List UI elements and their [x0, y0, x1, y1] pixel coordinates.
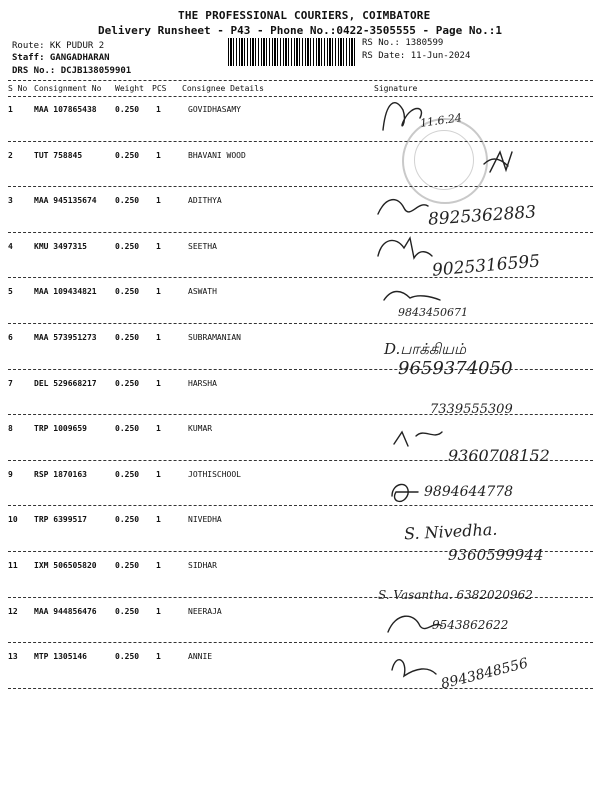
- company-title: THE PROFESSIONAL COURIERS, COIMBATORE: [178, 9, 431, 22]
- handwritten-name-row-10: S. Nivedha.: [403, 519, 498, 544]
- row-weight: 0.250: [115, 333, 140, 342]
- handwritten-line-row-11: S. Vasantha. 6382020962: [378, 588, 533, 602]
- signature-row-2: [484, 152, 512, 172]
- row-consignment-number: IXM 506505820: [34, 561, 97, 570]
- row-divider: [8, 277, 593, 278]
- handwritten-phone-row-4: 9025316595: [431, 251, 541, 281]
- handwritten-phone-row-3: 8925362883: [427, 202, 537, 230]
- row-sno: 4: [8, 241, 13, 251]
- signature-row-5: [384, 292, 440, 301]
- row-pcs: 1: [156, 561, 161, 570]
- row-pcs: 1: [156, 652, 161, 662]
- row-weight: 0.250: [115, 424, 140, 434]
- row-consignee: JOTHISCHOOL: [188, 469, 241, 479]
- col-sno-header: S No: [8, 84, 28, 93]
- row-divider: [8, 141, 593, 142]
- row-sno: 8: [8, 424, 13, 434]
- col-pcs-header: PCS: [152, 84, 167, 93]
- barcode: [228, 38, 356, 66]
- handwritten-phone-row-8: 9360708152: [448, 446, 550, 465]
- row-pcs: 1: [156, 241, 161, 251]
- row-consignee: GOVIDHASAMY: [188, 105, 241, 114]
- row-divider: [8, 505, 593, 506]
- row-divider: [8, 186, 593, 187]
- row-weight: 0.250: [115, 515, 140, 525]
- row-pcs: 1: [156, 105, 161, 114]
- rs-number: RS No.: 1380599: [362, 38, 444, 48]
- row-weight: 0.250: [115, 561, 140, 570]
- row-pcs: 1: [156, 150, 161, 160]
- handwritten-date-row-1: 11.6.24: [419, 111, 463, 130]
- row-consignment-number: TUT 758845: [34, 150, 83, 160]
- row-sno: 11: [8, 561, 18, 570]
- row-divider: [8, 232, 593, 233]
- row-pcs: 1: [156, 469, 161, 479]
- row-pcs: 1: [156, 378, 161, 388]
- row-consignment-number: RSP 1870163: [34, 469, 87, 479]
- rs-date: RS Date: 11-Jun-2024: [362, 51, 471, 61]
- col-weight-header: Weight: [115, 84, 144, 93]
- row-sno: 12: [8, 606, 18, 616]
- row-consignment-number: MAA 573951273: [34, 333, 97, 342]
- row-weight: 0.250: [115, 105, 140, 114]
- row-sno: 9: [8, 469, 13, 479]
- row-pcs: 1: [156, 333, 161, 342]
- row-consignment-number: MAA 945135674: [34, 196, 97, 206]
- row-sno: 3: [8, 196, 13, 206]
- row-sno: 7: [8, 378, 13, 388]
- row-consignee: SUBRAMANIAN: [188, 333, 241, 342]
- row-sno: 10: [8, 515, 18, 525]
- signature-row-13: [392, 660, 436, 676]
- row-divider: [8, 323, 593, 324]
- row-weight: 0.250: [115, 196, 140, 206]
- row-consignee: NIVEDHA: [188, 515, 222, 525]
- handwritten-phone-row-9: 9894644778: [424, 484, 514, 500]
- header-bottom-rule: [8, 96, 593, 97]
- row-consignee: HARSHA: [188, 378, 217, 388]
- handwritten-name-row-6: D.பாக்கியம்: [384, 340, 467, 358]
- signature-row-1: [383, 103, 421, 130]
- row-consignee: SEETHA: [188, 241, 217, 251]
- row-pcs: 1: [156, 287, 161, 297]
- col-consignee-header: Consignee Details: [182, 84, 264, 93]
- route-label: Route: KK PUDUR 2: [12, 41, 105, 51]
- signature-row-9: [392, 484, 418, 501]
- row-sno: 13: [8, 652, 18, 662]
- handwritten-phone-row-7: 7339555309: [430, 402, 513, 417]
- row-consignee: SIDHAR: [188, 561, 217, 570]
- row-consignment-number: MAA 944856476: [34, 606, 97, 616]
- company-stamp: [402, 118, 488, 204]
- header-top-rule: [8, 80, 593, 81]
- signature-row-3: [378, 200, 428, 214]
- row-consignment-number: DEL 529668217: [34, 378, 97, 388]
- row-sno: 5: [8, 287, 13, 297]
- row-weight: 0.250: [115, 241, 140, 251]
- row-divider: [8, 642, 593, 643]
- row-weight: 0.250: [115, 606, 140, 616]
- handwritten-phone-row-12: 9543862622: [432, 618, 509, 632]
- runsheet-subtitle: Delivery Runsheet - P43 - Phone No.:0422-3505555 - Page No.:1: [98, 24, 502, 37]
- row-weight: 0.250: [115, 652, 140, 662]
- signature-row-8: [394, 432, 442, 446]
- row-consignee: ADITHYA: [188, 196, 222, 206]
- handwritten-phone-row-5: 9843450671: [398, 306, 468, 319]
- row-divider: [8, 688, 593, 689]
- staff-label: Staff: GANGADHARAN: [12, 53, 110, 63]
- row-consignee: KUMAR: [188, 424, 213, 434]
- row-consignee: ASWATH: [188, 287, 217, 297]
- col-signature-header: Signature: [374, 84, 418, 93]
- row-consignment-number: MAA 107865438: [34, 105, 97, 114]
- row-weight: 0.250: [115, 378, 140, 388]
- row-sno: 2: [8, 150, 13, 160]
- row-pcs: 1: [156, 424, 161, 434]
- row-consignment-number: TRP 1009659: [34, 424, 87, 434]
- row-weight: 0.250: [115, 287, 140, 297]
- row-pcs: 1: [156, 606, 161, 616]
- row-weight: 0.250: [115, 150, 140, 160]
- row-pcs: 1: [156, 515, 161, 525]
- col-consignment-header: Consignment No: [34, 84, 102, 93]
- row-consignee: NEERAJA: [188, 606, 222, 616]
- row-weight: 0.250: [115, 469, 140, 479]
- row-consignment-number: MTP 1305146: [34, 652, 87, 662]
- row-consignment-number: KMU 3497315: [34, 241, 87, 251]
- row-sno: 1: [8, 105, 13, 114]
- row-consignee: ANNIE: [188, 652, 213, 662]
- drs-number: DRS No.: DCJB138059901: [12, 66, 132, 76]
- row-sno: 6: [8, 333, 13, 342]
- handwritten-phone-row-13: 8943848556: [439, 655, 530, 693]
- row-pcs: 1: [156, 196, 161, 206]
- row-consignee: BHAVANI WOOD: [188, 150, 246, 160]
- handwritten-phone-row-10: 9360599944: [448, 546, 544, 564]
- handwritten-phone-row-6: 9659374050: [398, 358, 513, 379]
- row-consignment-number: TRP 6399517: [34, 515, 87, 525]
- row-consignment-number: MAA 109434821: [34, 287, 97, 297]
- signature-row-4: [378, 238, 432, 258]
